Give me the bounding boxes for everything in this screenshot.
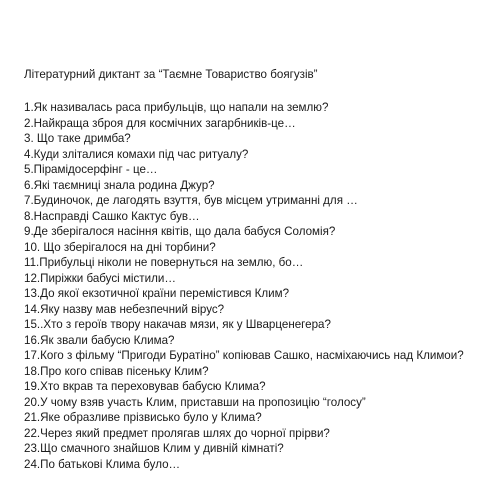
question-item: 20.У чому взяв участь Клим, приставши на пропозицію “голосу”	[24, 395, 366, 409]
question-item: 15..Хто з героїв твору накачав мязи, як у Шварценегера?	[24, 318, 331, 331]
question-item: 13.До якої екзотичної країни перемістився Клим?	[24, 287, 290, 300]
question-item: 11.Прибульці ніколи не повернуться на землю, бо…	[24, 256, 304, 269]
question-item: 6.Які таємниці знала родина Джур?	[24, 178, 215, 192]
question-item: 5.Пірамідосерфінг - це…	[24, 163, 158, 176]
document-title: Літературний диктант за “Таємне Товариство боягузів”	[24, 68, 318, 81]
question-list	[24, 100, 464, 472]
question-item: 2.Найкраща зброя для космічних загарбників-це…	[24, 116, 296, 130]
question-item: 19.Хто вкрав та переховував бабусю Клима?	[24, 380, 266, 393]
question-item: 4.Куди зліталися комахи під час ритуалу?	[24, 147, 249, 161]
question-item: 10. Що зберігалося на дні торбини?	[24, 240, 216, 254]
question-item: 23.Що смачного знайшов Клим у дивній кімнаті?	[24, 442, 284, 455]
question-item: 12.Пиріжки бабусі містили…	[24, 271, 176, 285]
question-item: 18.Про кого співав пісеньку Клим?	[24, 364, 209, 378]
question-item: 1.Як називалась раса прибульців, що напали на землю?	[24, 101, 329, 114]
question-item: 22.Через який предмет пролягав шлях до чорної прірви?	[24, 426, 330, 440]
question-item: 9.Де зберігалося насіння квітів, що дала бабуся Соломія?	[24, 225, 336, 238]
question-item: 8.Насправді Сашко Кактус був…	[24, 209, 200, 223]
question-item: 7.Будиночок, де лагодять взуття, був місцем утриманні для …	[24, 194, 358, 207]
question-item: 14.Яку назву мав небезпечний вірус?	[24, 302, 225, 316]
question-item: 24.По батькові Клима було…	[24, 457, 181, 471]
question-item: 3. Що таке дримба?	[24, 132, 131, 145]
question-item: 21.Яке образливе прізвисько було у Клима?	[24, 411, 262, 424]
question-item: 17.Кого з фільму “Пригоди Буратіно” копіював Сашко, насміхаючись над Климои?	[24, 349, 464, 362]
question-item: 16.Як звали бабусю Клима?	[24, 333, 175, 347]
